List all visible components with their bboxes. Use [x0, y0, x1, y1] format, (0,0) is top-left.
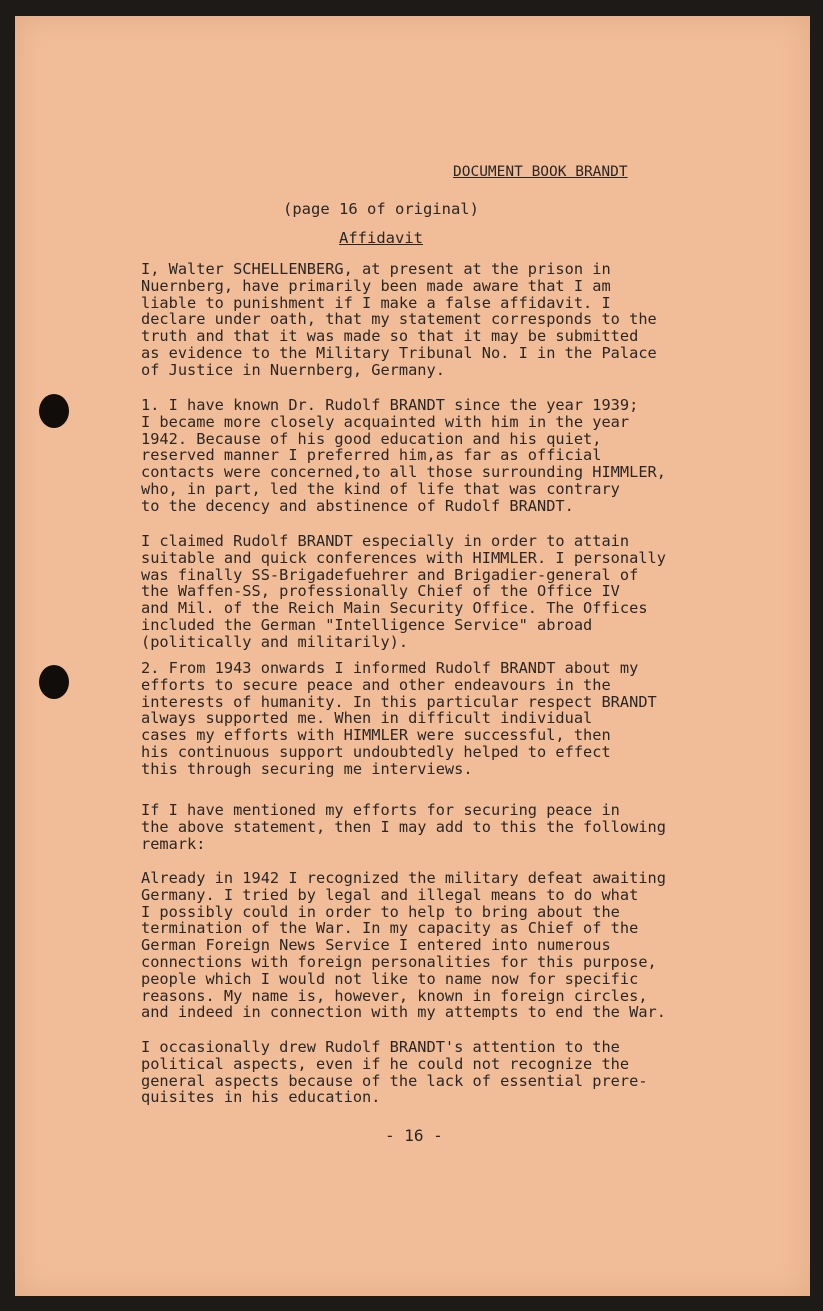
paragraph-remark: If I have mentioned my efforts for securing peace in the above statement, then I may add to this the following remark:	[141, 801, 666, 853]
document-title: Affidavit	[339, 229, 423, 247]
page-number: - 16 -	[385, 1126, 443, 1145]
paragraph-political-aspects: I occasionally drew Rudolf BRANDT's attention to the political aspects, even if he could not recognize the general aspects because of the lack of essential prere- quisites in his education.	[141, 1038, 648, 1107]
paragraph-1-acquaintance: 1. I have known Dr. Rudolf BRANDT since the year 1939; I became more closely acquainted with him in the year 1942. Because of his good education and his quiet, reserved manner I preferred him,as far as official contacts were concerned,to all those surrounding HIMMLER, who, in part, led the kind of life that was contrary to the decency and abstinence of Rudolf BRANDT.	[141, 396, 666, 515]
page-reference: (page 16 of original)	[283, 200, 479, 218]
document-page	[15, 16, 810, 1296]
paragraph-declaration: I, Walter SCHELLENBERG, at present at the prison in Nuernberg, have primarily been made aware that I am liable to punishment if I make a false affidavit. I declare under oath, that my statement corresponds to the truth and that it was made so that it may be submitted as evidence to the Military Tribunal No. I in the Palace of Justice in Nuernberg, Germany.	[141, 260, 657, 379]
paragraph-military-defeat: Already in 1942 I recognized the military defeat awaiting Germany. I tried by legal and illegal means to do what I possibly could in order to help to bring about the termination of the War. In my capacity as Chief of the German Foreign News Service I entered into numerous connections with foreign personalities for this purpose, people which I would not like to name now for specific reasons. My name is, however, known in foreign circles, and indeed in connection with my attempts to end the War.	[141, 869, 666, 1022]
punch-hole	[39, 665, 69, 699]
paragraph-2-peace-efforts: 2. From 1943 onwards I informed Rudolf BRANDT about my efforts to secure peace and other endeavours in the interests of humanity. In this particular respect BRANDT always supported me. When in difficult individual cases my efforts with HIMMLER were successful, then his continuous support undoubtedly helped to effect this through securing me interviews.	[141, 659, 657, 778]
document-header: DOCUMENT BOOK BRANDT	[453, 164, 628, 180]
paragraph-office: I claimed Rudolf BRANDT especially in order to attain suitable and quick conferences with HIMMLER. I personally was finally SS-Brigadefuehrer and Brigadier-general of the Waffen-SS, professionally Chief of the Office IV and Mil. of the Reich Main Security Office. The Offices included the German "Intelligence Service" abroad (politically and militarily).	[141, 532, 666, 651]
punch-hole	[39, 394, 69, 428]
